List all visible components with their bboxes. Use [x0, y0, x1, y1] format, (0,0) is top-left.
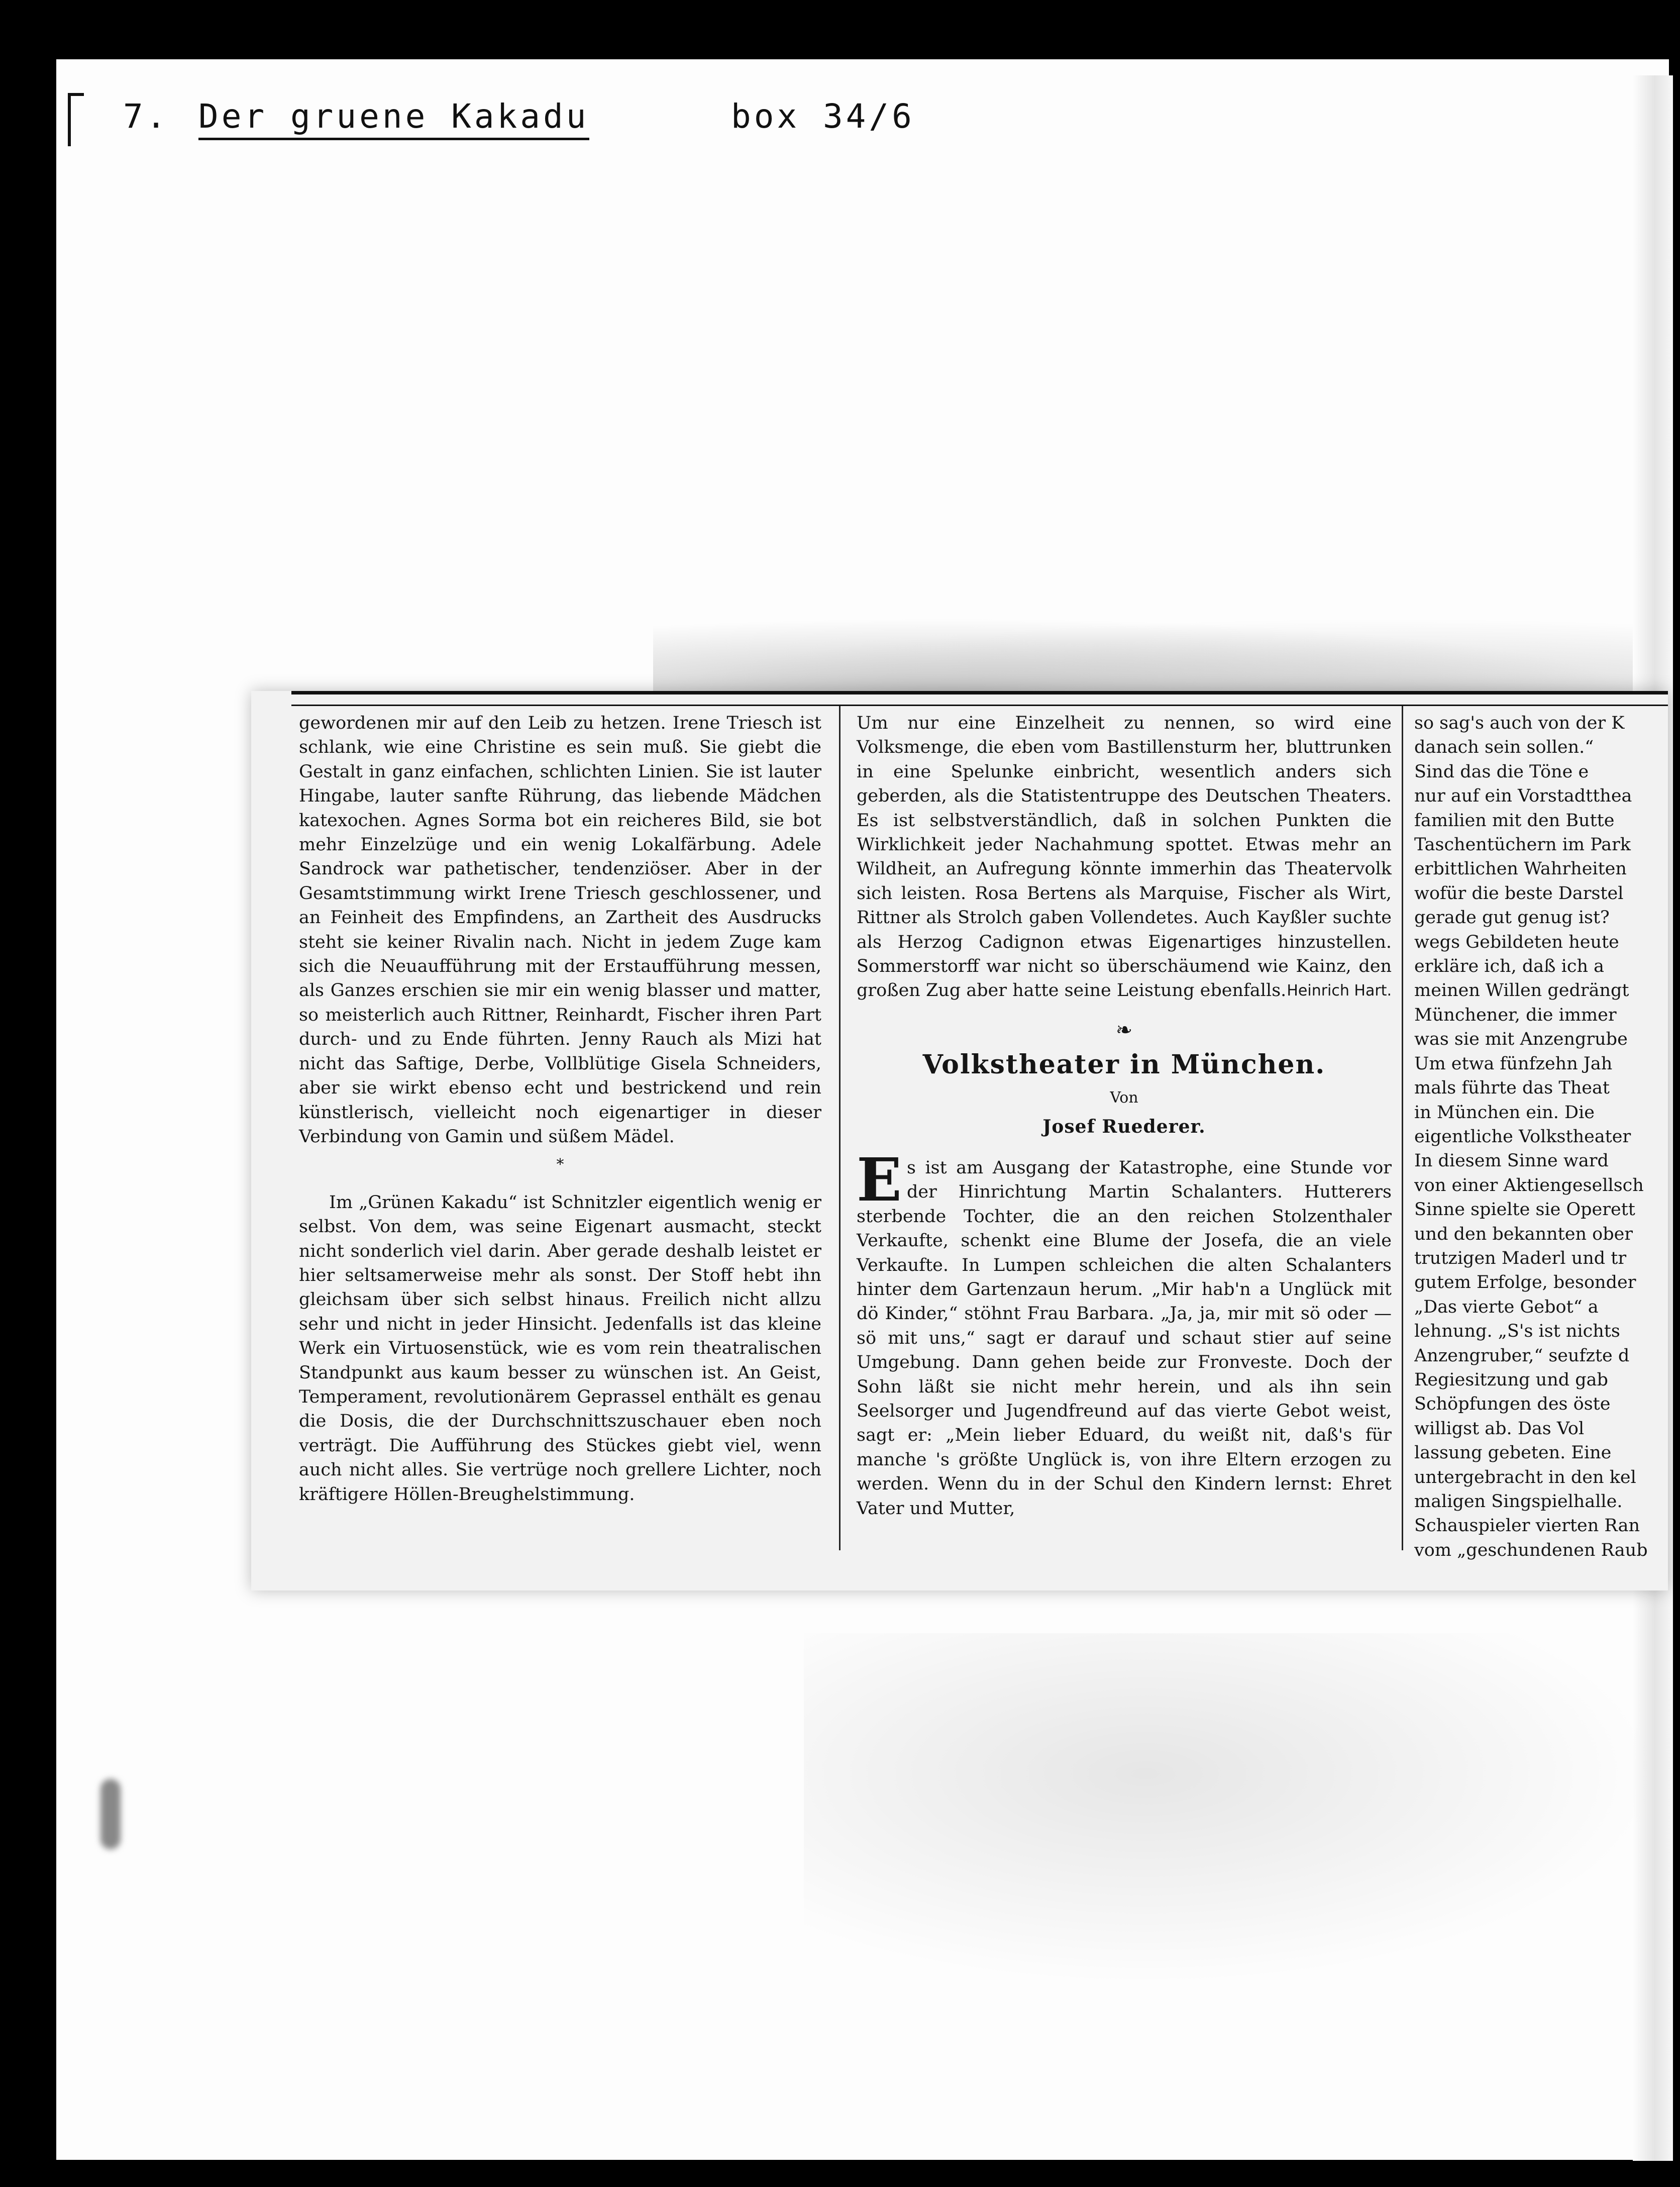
column-3-line: gerade gut genug ist?	[1414, 908, 1610, 928]
column-3-line: Anzengruber,“ seufzte d	[1414, 1345, 1630, 1366]
article-title: Volkstheater in München.	[922, 1049, 1326, 1080]
column-2	[857, 711, 1392, 1521]
item-title: Der gruene Kakadu	[198, 97, 589, 140]
column-3-line: meinen Willen gedrängt	[1414, 980, 1629, 1001]
corner-bracket	[68, 93, 84, 146]
column-3-line: Sinne spielte sie Operett	[1414, 1200, 1635, 1220]
column-3-line: Schöpfungen des öste	[1414, 1394, 1611, 1415]
column-3-line: Regiesitzung und gab	[1414, 1369, 1608, 1390]
column-3-line: nur auf ein Vorstadtthea	[1414, 786, 1632, 807]
column-2-paragraph-1: Um nur eine Einzelheit zu nennen, so wird eine Volksmenge, die eben vom Bastillensturm her, bluttrunken in eine Spelunke einbricht, wesentlich anders sich geberden, als die Statistentruppe des Deutschen Theaters. Es ist selbstverständlich, daß in solchen Punkten die Wirklichkeit jeder Nachahmung spottet. Etwas mehr an Wildheit, an Aufregung könnte immerhin das Theatervolk sich leisten. Rosa Bertens als Marquise, Fischer als Wirt, Rittner als Strolch gaben Vollendetes. Auch Kayßler suchte als Herzog Cadignon etwas Eigenartiges hinzustellen. Sommerstorff war nicht so überschäumend wie Kainz, den großen Zug aber hatte seine Leistung ebenfalls.	[857, 713, 1392, 1001]
column-1-paragraph-1: gewordenen mir auf den Leib zu hetzen. Irene Triesch ist schlank, wie eine Christine es sein muß. Sie giebt die Gestalt in ganz einfachen, schlichten Linien. Sie ist lauter Hingabe, lauter sanfte Rührung, das liebende Mädchen katexochen. Agnes Sorma bot ein reicheres Bild, sie bot mehr Einzelzüge und ein wenig Lokalfärbung. Adele Sandrock war pathetischer, tendenziöser. Aber in der Gesamtstimmung wirkt Irene Triesch geschlossener, und an Feinheit des Empfindens, an Zartheit des Ausdrucks steht sie keiner Rivalin nach. Nicht in jedem Zuge kam sich die Neuaufführung mit der Erstaufführung messen, als Ganzes erschien sie mir ein wenig blasser und matter, so meisterlich auch Rittner, Reinhardt, Fischer ihren Part durch- und zu Ende führten. Jenny Rauch als Mizi hat nicht das Saftige, Derbe, Vollblütige Gisela Schneiders, aber sie wirkt ebenso echt und bestrickend und rein künstlerisch, vielleicht noch eigenartiger in dieser Verbindung von Gamin und süßem Mädel.	[299, 713, 821, 1147]
column-2-paragraph-2: Es ist am Ausgang der Katastrophe, eine Stunde vor der Hinrichtung Martin Schalanters. Hutterers sterbende Tochter, die an den reichen Stolzenthaler Verkaufte, schenkt eine Blume der Josefa, die an viele Verkaufte. In Lumpen schleichen die alten Schalanters hinter dem Gartenzaun herum. „Mir hab'n a Unglück mit dö Kinder,“ stöhnt Frau Barbara. „Ja, ja, mir mit sö oder — sö mit uns,“ sagt er darauf und schaut stier auf seine Umgebung. Dann gehen beide zur Fronveste. Doch der Sohn läßt sie nicht mehr herein, und als ihn sein Seelsorger und Jugendfreund auf das vierte Gebot weist, sagt er: „Mein lieber Eduard, du weißt nit, daß's für manche 's größte Unglück is, von ihre Eltern erzogen zu werden. Wenn du in der Schul den Kindern lernst: Ehret Vater und Mutter,	[857, 1144, 1392, 1519]
section-separator: *	[556, 1156, 564, 1174]
ink-smudge	[100, 1779, 121, 1849]
column-3-line: eigentliche Volkstheater	[1414, 1126, 1631, 1147]
column-3-line: gutem Erfolge, besonder	[1414, 1272, 1636, 1293]
column-3-line: Taschentüchern im Park	[1414, 835, 1631, 855]
column-3-line: Schauspieler vierten Ran	[1414, 1516, 1640, 1536]
column-3-line: danach sein sollen.“	[1414, 737, 1594, 758]
column-3-line: erkläre ich, daß ich a	[1414, 956, 1604, 977]
column-divider-1	[839, 706, 841, 1550]
column-3-line: willigst ab. Das Vol	[1414, 1418, 1585, 1439]
column-3-line: wegs Gebildeten heute	[1414, 932, 1619, 952]
column-3-line: Sind das die Töne e	[1414, 761, 1589, 782]
column-1	[299, 711, 821, 1507]
column-3-line: untergebracht in den kel	[1414, 1467, 1636, 1487]
column-3-line: maligen Singspielhalle.	[1414, 1492, 1623, 1512]
column-3-line: lassung gebeten. Eine	[1414, 1443, 1612, 1463]
column-divider-2	[1402, 706, 1403, 1550]
column-3-line: erbittlichen Wahrheiten	[1414, 859, 1627, 879]
column-3-line: wofür die beste Darstel	[1414, 883, 1624, 904]
column-3-line: trutzigen Maderl und tr	[1414, 1248, 1627, 1268]
column-3	[1414, 711, 1668, 1562]
paper-shade	[804, 1633, 1658, 1985]
column-3-line: Um etwa fünfzehn Jah	[1414, 1053, 1613, 1074]
clipping-top-rule	[291, 691, 1668, 706]
column-3-line: in München ein. Die	[1414, 1102, 1595, 1123]
column-3-line: familien mit den Butte	[1414, 810, 1615, 831]
column-3-line: lehnung. „S's ist nichts	[1414, 1321, 1620, 1342]
column-3-line: mals führte das Theat	[1414, 1078, 1610, 1099]
item-number: 7.	[123, 97, 169, 136]
author-signature: Heinrich Hart.	[1287, 981, 1392, 1000]
column-3-line: Münchener, die immer	[1414, 1005, 1617, 1025]
column-3-line: von einer Aktiengesellsch	[1414, 1175, 1644, 1196]
box-label: box 34/6	[731, 97, 915, 136]
fleuron-ornament: ❧	[1115, 1019, 1133, 1042]
column-3-line: vom „geschundenen Raub	[1414, 1540, 1648, 1560]
article-byline-von: Von	[1110, 1089, 1138, 1107]
column-3-line: was sie mit Anzengrube	[1414, 1029, 1628, 1050]
column-1-paragraph-2: Im „Grünen Kakadu“ ist Schnitzler eigentlich wenig er selbst. Von dem, was seine Eigenart ausmacht, steckt nicht sonderlich viel darin. Aber gerade deshalb leistet er hier seltsamerweise mehr als sonst. Der Stoff hebt ihn gleichsam über sich selbst hinaus. Freilich nicht allzu sehr und nicht in jeder Hinsicht. Jedenfalls ist das kleine Werk ein Virtuosenstück, wie es vom rein theatralischen Standpunkt aus kaum besser zu wünschen ist. An Geist, Temperament, revolutionärem Geprassel enthält es genau die Dosis, die der Durchschnittszuschauer eben noch verträgt. Die Aufführung des Stückes giebt viel, wenn auch nicht alles. Sie vertrüge noch grellere Lichter, noch kräftigere Höllen-Breughelstimmung.	[299, 1192, 821, 1505]
column-3-line: so sag's auch von der K	[1414, 713, 1625, 733]
newspaper-clipping	[251, 691, 1668, 1590]
column-3-line: „Das vierte Gebot“ a	[1414, 1297, 1599, 1317]
column-3-line: und den bekannten ober	[1414, 1224, 1633, 1244]
column-3-line: In diesem Sinne ward	[1414, 1151, 1609, 1171]
article-author: Josef Ruederer.	[1042, 1116, 1206, 1137]
